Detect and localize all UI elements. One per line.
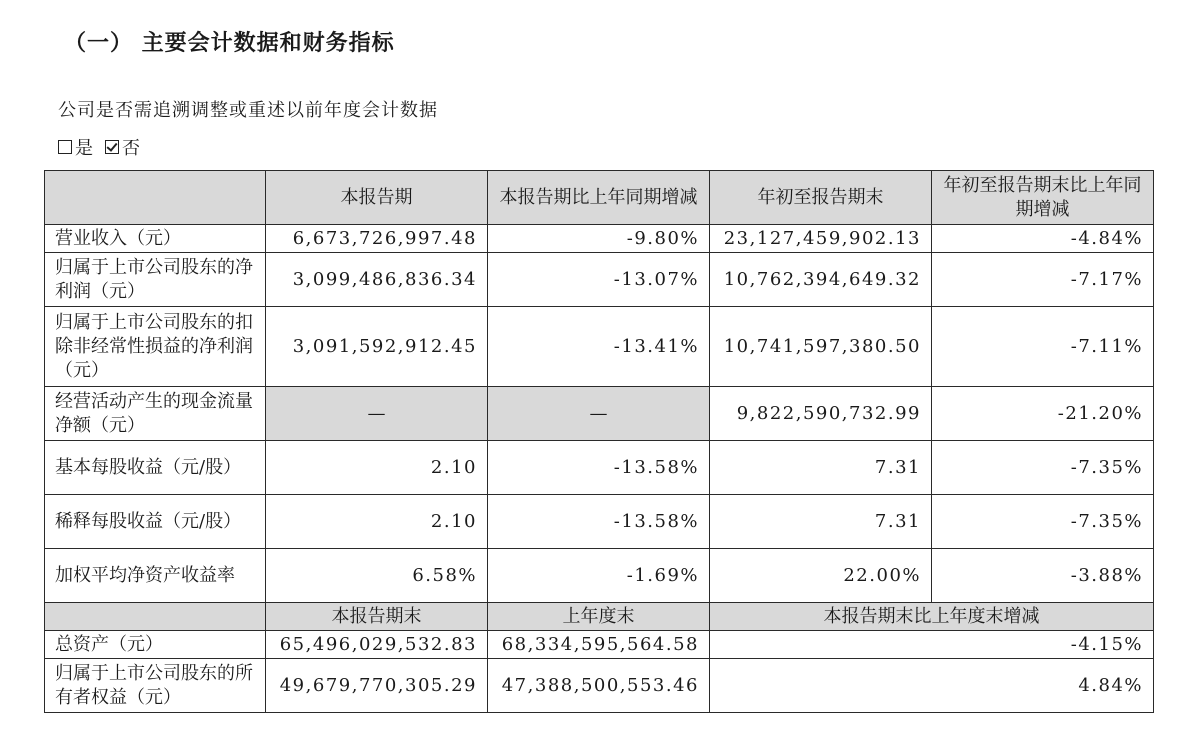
restatement-choices (58, 134, 146, 160)
restatement-question: 公司是否需追溯调整或重述以前年度会计数据 (58, 100, 438, 121)
section-heading: （一） 主要会计数据和财务指标 (64, 31, 395, 56)
table-cell: -7.17% (932, 253, 1154, 307)
table-cell: -1.69% (488, 549, 710, 603)
header-cell: 本报告期末比上年度末增减 (710, 603, 1154, 631)
table-cell: 10,762,394,649.32 (710, 253, 932, 307)
header-cell: 本报告期比上年同期增减 (488, 171, 710, 225)
table-cell: -7.35% (932, 495, 1154, 549)
choice-yes[interactable] (58, 134, 93, 160)
table-cell: -7.11% (932, 307, 1154, 387)
table-cell: 65,496,029,532.83 (266, 631, 488, 659)
choice-no[interactable] (105, 134, 140, 160)
header-cell: 年初至报告期末比上年同期增减 (932, 171, 1154, 225)
table-cell: -21.20% (932, 387, 1154, 441)
table-header-row (45, 171, 1154, 225)
table-cell: 49,679,770,305.29 (266, 659, 488, 713)
table-cell: 2.10 (266, 495, 488, 549)
table-cell: -7.35% (932, 441, 1154, 495)
table-cell: -13.41% (488, 307, 710, 387)
table-cell: 3,091,592,912.45 (266, 307, 488, 387)
table-cell: 47,388,500,553.46 (488, 659, 710, 713)
row-label: 总资产（元） (45, 631, 266, 659)
table-cell: 7.31 (710, 441, 932, 495)
header-corner-cell (45, 171, 266, 225)
table-cell: -4.84% (932, 225, 1154, 253)
table-row (45, 659, 1154, 713)
table-cell: 6.58% (266, 549, 488, 603)
table-row (45, 495, 1154, 549)
header-cell: 年初至报告期末 (710, 171, 932, 225)
header-cell: 本报告期 (266, 171, 488, 225)
table-cell-na: — (488, 387, 710, 441)
table-cell: 6,673,726,997.48 (266, 225, 488, 253)
table-row (45, 441, 1154, 495)
unchecked-box-icon (58, 140, 72, 154)
row-label: 归属于上市公司股东的所有者权益（元） (45, 659, 266, 713)
row-label: 归属于上市公司股东的净利润（元） (45, 253, 266, 307)
table-cell: -9.80% (488, 225, 710, 253)
table-cell: -13.58% (488, 441, 710, 495)
table-row (45, 307, 1154, 387)
table-cell: 10,741,597,380.50 (710, 307, 932, 387)
table-cell: 4.84% (710, 659, 1154, 713)
table-row (45, 253, 1154, 307)
table-cell: -4.15% (710, 631, 1154, 659)
header-corner-cell (45, 603, 266, 631)
row-label: 经营活动产生的现金流量净额（元） (45, 387, 266, 441)
table-row (45, 631, 1154, 659)
financial-indicators-table (44, 170, 1154, 713)
table-cell: 68,334,595,564.58 (488, 631, 710, 659)
choice-yes-label: 是 (75, 138, 93, 159)
table-cell: 22.00% (710, 549, 932, 603)
row-label: 营业收入（元） (45, 225, 266, 253)
table-cell: 9,822,590,732.99 (710, 387, 932, 441)
table-cell: -13.07% (488, 253, 710, 307)
table-cell: 7.31 (710, 495, 932, 549)
table-cell: 23,127,459,902.13 (710, 225, 932, 253)
table-cell: 2.10 (266, 441, 488, 495)
table-row (45, 225, 1154, 253)
row-label: 加权平均净资产收益率 (45, 549, 266, 603)
header-cell: 本报告期末 (266, 603, 488, 631)
table-cell: 3,099,486,836.34 (266, 253, 488, 307)
row-label: 归属于上市公司股东的扣除非经常性损益的净利润（元） (45, 307, 266, 387)
table-cell: -13.58% (488, 495, 710, 549)
header-cell: 上年度末 (488, 603, 710, 631)
row-label: 稀释每股收益（元/股） (45, 495, 266, 549)
table-cell: -3.88% (932, 549, 1154, 603)
balance-header-row (45, 603, 1154, 631)
checked-box-icon (105, 140, 119, 154)
table-row (45, 549, 1154, 603)
choice-no-label: 否 (122, 138, 140, 159)
table-cell-na: — (266, 387, 488, 441)
row-label: 基本每股收益（元/股） (45, 441, 266, 495)
table-row (45, 387, 1154, 441)
